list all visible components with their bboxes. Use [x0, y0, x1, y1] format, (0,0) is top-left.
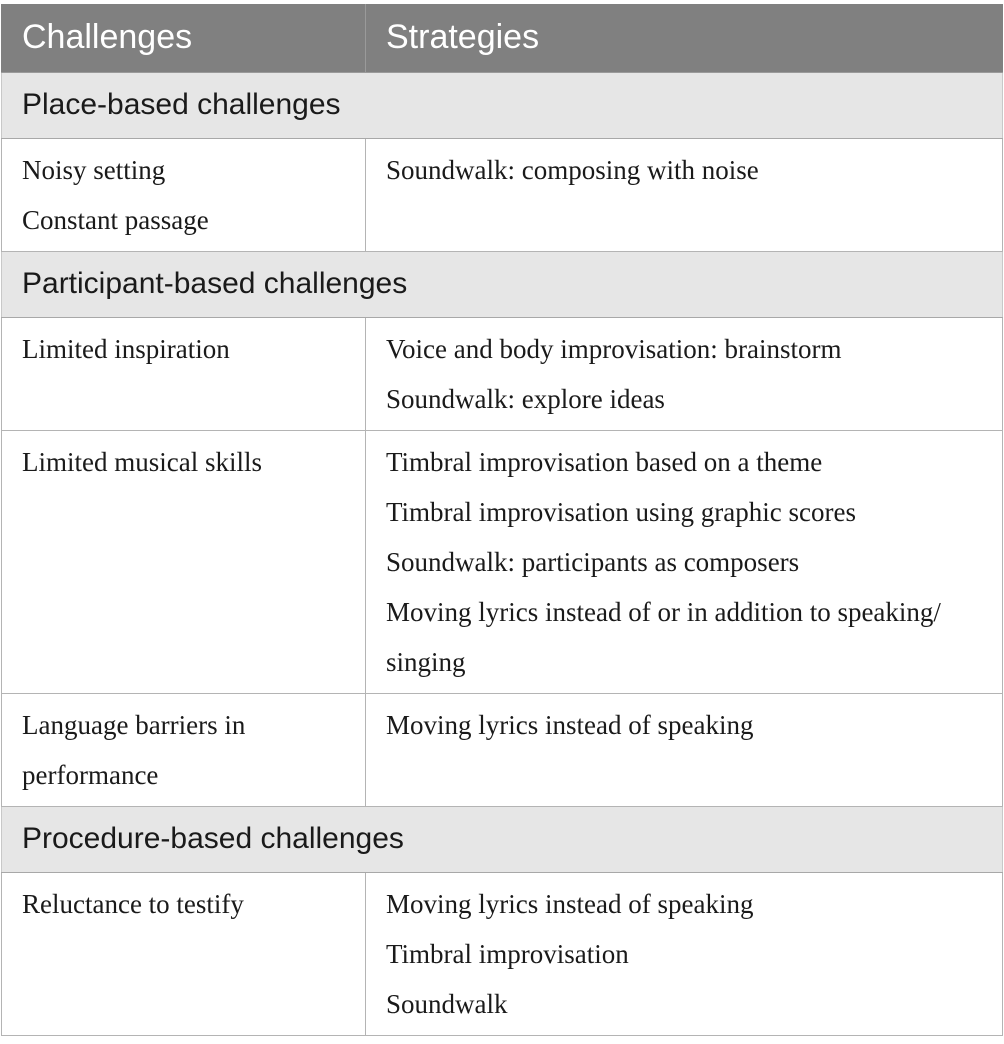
section-row-procedure-based [2, 806, 1003, 872]
strategy-text: Timbral improvisation [386, 938, 629, 969]
table-row [2, 317, 1003, 430]
challenge-text: Reluctance to testify [22, 888, 244, 919]
strategy-text: Timbral improvisation using graphic scores [386, 496, 856, 527]
table-row [2, 693, 1003, 806]
section-title: Participant-based challenges [2, 251, 1003, 317]
section-row-participant-based [2, 251, 1003, 317]
header-challenges: Challenges [2, 4, 366, 72]
challenge-cell [2, 430, 366, 693]
strategy-text: Soundwalk: participants as composers [386, 546, 800, 577]
challenge-cell [2, 872, 366, 1035]
challenges-strategies-table [1, 4, 1003, 1036]
strategies-cell [366, 138, 1003, 251]
challenge-cell [2, 693, 366, 806]
strategies-cell [366, 693, 1003, 806]
strategy-text: Voice and body improvisation: brainstorm [386, 333, 842, 364]
strategy-text: Moving lyrics instead of or in addition to speaking/ singing [386, 596, 941, 677]
strategy-text: Timbral improvisation based on a theme [386, 446, 823, 477]
strategy-text: Soundwalk: composing with noise [386, 154, 759, 185]
challenge-text: Limited inspiration [22, 333, 230, 364]
table-row [2, 430, 1003, 693]
header-row [2, 4, 1003, 72]
table-row [2, 138, 1003, 251]
strategies-cell [366, 872, 1003, 1035]
section-title: Procedure-based challenges [2, 806, 1003, 872]
table-row [2, 872, 1003, 1035]
strategies-cell [366, 430, 1003, 693]
header-strategies: Strategies [366, 4, 1003, 72]
challenge-text: Noisy setting [22, 154, 166, 185]
strategy-text: Moving lyrics instead of speaking [386, 888, 754, 919]
strategies-cell [366, 317, 1003, 430]
challenge-text: Language barriers in [22, 709, 246, 740]
challenge-cell [2, 317, 366, 430]
section-title: Place-based challenges [2, 72, 1003, 138]
challenge-cell [2, 138, 366, 251]
challenge-text: Limited musical skills [22, 446, 262, 477]
challenge-text: performance [22, 759, 159, 790]
strategy-text: Soundwalk: explore ideas [386, 383, 665, 414]
section-row-place-based [2, 72, 1003, 138]
strategy-text: Moving lyrics instead of speaking [386, 709, 754, 740]
challenge-text: Constant passage [22, 204, 209, 235]
strategy-text: Soundwalk [386, 988, 508, 1019]
